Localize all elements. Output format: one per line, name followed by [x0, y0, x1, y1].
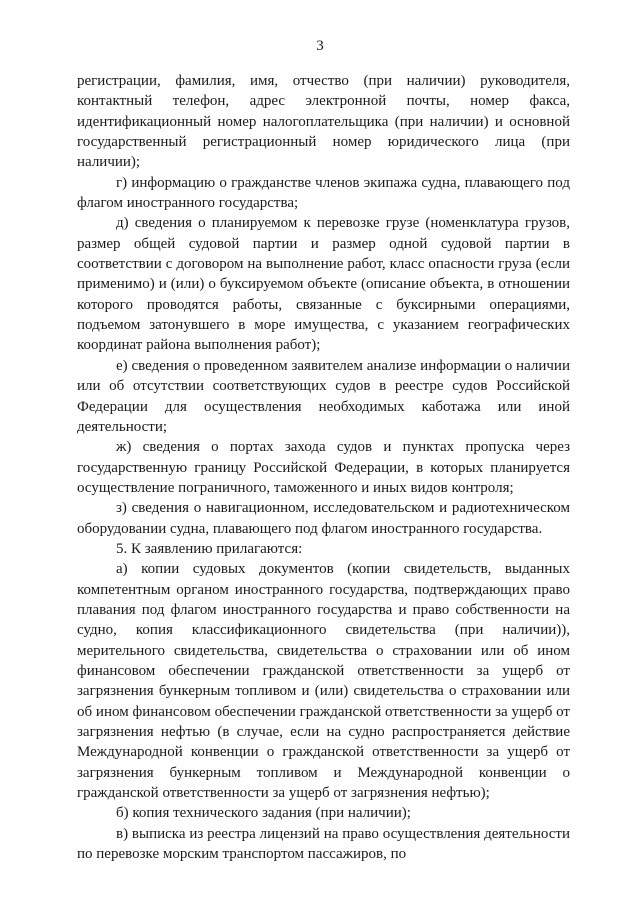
paragraph-item-d: д) сведения о планируемом к перевозке грузе (номенклатура грузов, размер общей судовой партии и размер одной судовой партии в соответствии с договором на выполнение работ, класс опасности груза (если применимо) и (или) о буксируемом объекте (описание объекта, в отношении которого проводятся работы, связанные с буксирными операциями, подъемом затонувшего в море имущества, с указанием географических координат района выполнения работ); — [77, 215, 570, 354]
paragraph-item-z: з) сведения о навигационном, исследовательском и радиотехническом оборудовании судна, плавающего под флагом иностранного государства. — [77, 500, 570, 537]
paragraph-item-b: б) копия технического задания (при наличии); — [116, 805, 411, 822]
paragraph-item-v: в) выписка из реестра лицензий на право осуществления деятельности по перевозке морским транспортом пассажиров, по — [77, 825, 570, 863]
paragraph-item-e: е) сведения о проведенном заявителем анализе информации о наличии или об отсутствии соответствующих судов в реестре судов Российской Федерации для осуществления необходимых каботажа или иной деятельности; — [77, 357, 570, 435]
paragraph-item-g: г) информацию о гражданстве членов экипажа судна, плавающего под флагом иностранного государства; — [77, 174, 570, 212]
paragraph-registration-details: регистрации, фамилия, имя, отчество (при наличии) руководителя, контактный телефон, адрес электронной почты, номер факса, идентификационный номер налогоплательщика (при наличии) и основной государственный регистрационный номер юридического лица (при наличии); — [77, 73, 570, 171]
paragraph-item-zh: ж) сведения о портах захода судов и пунктах пропуска через государственную границу Российской Федерации, в которых планируется осуществление пограничного, таможенного и иных видов контроля; — [77, 439, 570, 496]
paragraph-item-a: а) копии судовых документов (копии свидетельств, выданных компетентным органом иностранного государства, подтверждающих право плавания под флагом иностранного государства и право собственности на судно, копия классификационного свидетельства (при наличии)), мерительного свидетельства, свидетельства о страховании или об ином финансовом обеспечении гражданской ответственности за ущерб от загрязнения бункерным топливом и (или) свидетельства о страховании или об ином финансовом обеспечении гражданской ответственности за ущерб от загрязнения нефтью (в случае, если на судно распространяется действие Международной конвенции о гражданской ответственности за ущерб от загрязнения бункерным топливом и Международной конвенции о гражданской ответственности за ущерб от загрязнения нефтью); — [77, 561, 570, 802]
paragraph-section-5: 5. К заявлению прилагаются: — [116, 540, 303, 557]
page-number: 3 — [316, 38, 324, 54]
document-body — [77, 71, 570, 864]
